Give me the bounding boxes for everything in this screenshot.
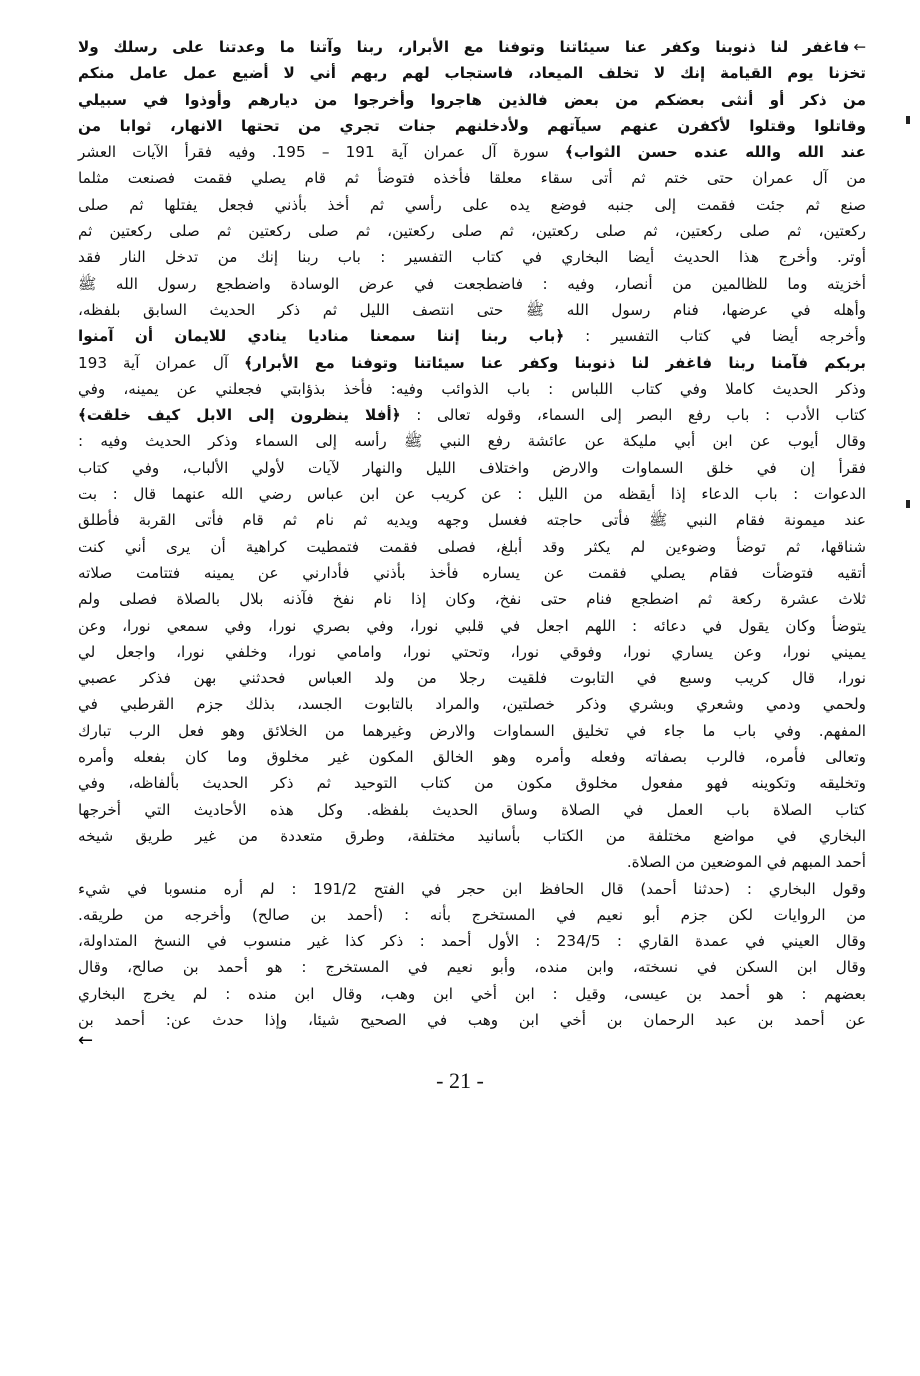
text-segment: كتاب الأدب : باب رفع البصر إلى السماء، وقوله تعالى : (400, 406, 867, 425)
text-line (78, 271, 866, 297)
text-line (78, 376, 866, 402)
text-line (78, 718, 866, 744)
text-segment: من آل عمران حتى ختم ثم أتى سقاء معلقا فأخذه فتوضأ ثم قام يصلي فقمت فصنعت مثلما (78, 169, 866, 188)
bold-text-segment: وقاتلوا وقتلوا لأكفرن عنهم سيآتهم ولأدخلنهم جنات تجري من تحتها الانهار، ثوابا من (78, 116, 866, 135)
text-line (78, 113, 866, 139)
text-line (78, 744, 866, 770)
text-segment: وتخليقه وتكوينه فهو مفعول مخلوق مكون من كتاب التوحيد ثم ذكر الحديث بألفاظه، وفي (78, 774, 866, 793)
text-segment: أوتر. وأخرج هذا الحديث أيضا البخاري في كتاب التفسير : باب ربنا إنك من تدخل النار فقد (78, 248, 866, 267)
text-line (78, 691, 866, 717)
text-line (78, 297, 866, 323)
text-segment: من الروايات لكن جزم أبو نعيم في المستخرج بأنه : (أحمد بن صالح) وأخرجه من طريقه. (78, 905, 866, 924)
continuation-arrow-icon: ← (853, 38, 866, 56)
text-segment: عند ميمونة فقام النبي ﷺ فأتى حاجته فغسل وجهه ويديه ثم نام ثم قام فأتى القربة فأطلق (78, 511, 866, 530)
bold-text-segment: ﴿باب ربنا إننا سمعنا مناديا ينادي للايمان أن آمنوا (78, 327, 565, 346)
text-line (78, 481, 866, 507)
text-line (78, 244, 866, 270)
text-line (78, 797, 866, 823)
text-line (78, 507, 866, 533)
text-line (78, 323, 866, 349)
bold-text-segment: تخزنا يوم القيامة إنك لا تخلف الميعاد، فاستجاب لهم ربهم أني لا أضيع عمل عامل منكم (78, 64, 866, 83)
text-line (78, 139, 866, 165)
continuation-arrow-icon: ← (78, 1030, 94, 1051)
text-segment: ولحمي ودمي وشعري وبشري وذكر خصلتين، والمراد بالتابوت الجسد، بذلك جزم القرطبي في (78, 695, 866, 714)
text-line (78, 954, 866, 980)
text-line (78, 87, 866, 113)
text-segment: ركعتين، ثم صلى ركعتين، ثم صلى ركعتين، ثم صلى ركعتين، ثم صلى ركعتين ثم صلى ركعتين ثم (78, 222, 866, 241)
scan-mark (906, 500, 910, 508)
text-line (78, 402, 866, 428)
text-line (78, 586, 866, 612)
text-segment: كتاب الصلاة باب العمل في الصلاة وساق الحديث بلفظه. وكل هذه الأحاديث التي أخرجها (78, 800, 866, 819)
text-segment: سورة آل عمران آية 191 – 195. وفيه فقرأ الآيات العشر (78, 143, 565, 162)
bold-text-segment: ﴿أفلا ينظرون إلى الابل كيف خلقت﴾ (78, 406, 401, 425)
text-line (78, 165, 866, 191)
text-segment: وتعالى فأمره، فالرب بصفاته وفعله وأمره وهو الخالق المكون غير مخلوق وما كان بفعله وأمره (78, 748, 866, 767)
text-line (78, 928, 866, 954)
text-line (78, 665, 866, 691)
scan-mark (906, 116, 910, 124)
bold-text-segment: بربكم فآمنا ربنا فاغفر لنا ذنوبنا وكفر عنا سيئاتنا وتوفنا مع الأبرار﴾ (244, 353, 867, 372)
document-body (78, 34, 866, 1033)
text-segment: يميني نورا، وعن يساري نورا، وفوقي نورا، وتحتي نورا، وامامي نورا، وخلفي نورا، واجعل لي (78, 642, 866, 661)
text-line (78, 534, 866, 560)
text-line (78, 981, 866, 1007)
text-segment: فقرأ إن في خلق السماوات والارض واختلاف الليل والنهار لآيات لأولي الألباب، وفي كتاب (78, 458, 866, 477)
text-segment: وذكر الحديث كاملا وفي كتاب اللباس : باب الذوائب وفيه: فأخذ بذؤابتي فجعلني عن يمينه، وفي (78, 379, 866, 398)
text-segment: أحمد المبهم في الموضعين من الصلاة. (626, 853, 866, 872)
text-line (78, 560, 866, 586)
text-line (78, 428, 866, 454)
text-segment: ثلاث عشرة ركعة ثم اضطجع فنام حتى نفخ، وكان إذا نام نفخ فآذنه بلال بالصلاة فصلى ولم (78, 590, 866, 609)
text-segment: وقال ابن السكن في نسخته، وابن منده، وأبو نعيم في المستخرج : هو أحمد بن صالح، وقال (78, 958, 866, 977)
text-segment: صنع ثم جئت فقمت إلى جنبه فوضع يده على رأسي ثم أخذ بأذني فجعل يفتلها ثم صلى (78, 195, 866, 214)
text-segment: البخاري في مواضع مختلفة من الكتاب بأسانيد مختلفة، وطرق متعددة من غير طريق شيخه (78, 826, 866, 845)
text-segment: يتوضأ وكان يقول في دعائه : اللهم اجعل في قلبي نورا، وفي بصري نورا، وفي سمعي نورا، وعن (78, 616, 866, 635)
text-line (78, 60, 866, 86)
text-segment: آل عمران آية 193 (78, 353, 245, 372)
text-segment: وقول البخاري : (حدثنا أحمد) قال الحافظ ابن حجر في الفتح 191/2 : لم أره منسوبا في شيء (78, 879, 866, 898)
bold-text-segment: فاغفر لنا ذنوبنا وكفر عنا سيئاتنا وتوفنا مع الأبرار، ربنا وآتنا ما وعدتنا على رسلك ولا (78, 38, 850, 56)
page-number: - 21 - (436, 1068, 484, 1093)
text-segment: وأهله في عرضها، فنام رسول الله ﷺ حتى انتصف الليل ثم ذكر الحديث السابق بلفظه، (78, 300, 866, 319)
bold-text-segment: من ذكر أو أنثى بعضكم من بعض فالذين هاجروا وأخرجوا من ديارهم وأوذوا في سبيلي (78, 90, 866, 109)
text-segment: شناقها، ثم توضأ وضوءين لم يكثر وقد أبلغ، فصلى فقمت فتمطيت كراهية أن يرى أني كنت (78, 537, 866, 556)
text-line (78, 639, 866, 665)
text-segment: أتقيه فتوضأت فقام يصلي فقمت عن يساره فأخذ بأذني فأدارني عن يمينه فتتامت صلاته (78, 563, 866, 582)
text-line (78, 192, 866, 218)
text-line (78, 455, 866, 481)
text-segment: وقال أيوب عن ابن أبي مليكة عن عائشة رفع النبي ﷺ رأسه إلى السماء وذكر الحديث وفيه : (78, 432, 866, 451)
text-line (78, 350, 866, 376)
text-line (78, 849, 866, 875)
text-segment: وقال العيني في عمدة القاري : 234/5 : الأول أحمد : ذكر كذا غير منسوب في النسخ المتداولة، (78, 932, 866, 951)
text-segment: نورا، قال كريب وسبع في التابوت فلقيت رجلا من ولد العباس فحدثني بهن فذكر عصبي (78, 669, 866, 688)
text-line (78, 613, 866, 639)
text-segment: وأخرجه أيضا في كتاب التفسير : (564, 327, 866, 346)
text-segment: بعضهم : هو أحمد بن عيسى، وقيل : ابن أخي ابن وهب، وقال ابن منده : لم يخرج البخاري (78, 984, 866, 1003)
text-segment: عن أحمد بن عبد الرحمان بن أخي ابن وهب في الصحيح شيئا، وإذا حدث عن: أحمد بن (78, 1010, 866, 1029)
text-segment: المفهم. وفي باب ما جاء في تخليق السماوات والارض وغيرهما من الخلائق وهو فعل الرب تبارك (78, 721, 866, 740)
bold-text-segment: عند الله والله عنده حسن الثواب﴾ (564, 143, 867, 162)
text-line (78, 823, 866, 849)
text-line (78, 34, 866, 60)
text-line (78, 876, 866, 902)
text-segment: الدعوات : باب الدعاء إذا أيقظه من الليل : عن كريب عن ابن عباس رضي الله عنهما قال : بت (78, 485, 866, 504)
text-segment: أخزيته وما للظالمين من أنصار، وفيه : فاضطجعت في عرض الوسادة واضطجع رسول الله ﷺ (78, 274, 866, 293)
text-line (78, 218, 866, 244)
text-line (78, 1007, 866, 1033)
text-line (78, 770, 866, 796)
text-line (78, 902, 866, 928)
